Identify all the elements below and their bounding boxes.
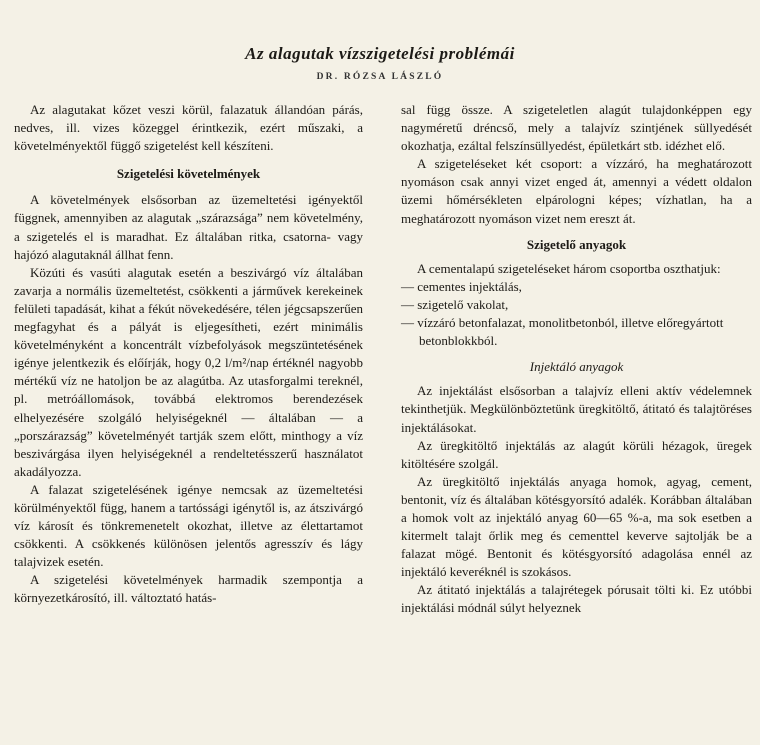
article-title: Az alagutak vízszigetelési problémái bbox=[245, 44, 515, 63]
list-item: — szigetelő vakolat, bbox=[401, 296, 509, 312]
right-column bbox=[401, 101, 752, 618]
paragraph: sal függ össze. A szigeteletlen alagút tulajdonképpen egy nagyméretű dréncső, mely a talajvíz szintjének süllyedését okozhatja, ezáltal felszínsüllyedést, épületkárt stb. idézhet elő. bbox=[401, 102, 752, 154]
paragraph: Az átitató injektálás a talajrétegek pórusait tölti ki. Ez utóbbi injektálási módnál súlyt helyeznek bbox=[401, 582, 752, 616]
paragraph: A szigetelési követelmények harmadik szempontja a környezetkárosító, ill. változtató hatás- bbox=[14, 572, 363, 606]
paragraph: Az alagutakat kőzet veszi körül, falazatuk állandóan párás, nedves, ill. vizes közeggel érintkezik, ezért műszaki, a követelményektől függő szigetelést kell készíteni. bbox=[14, 102, 363, 154]
paragraph: Az injektálást elsősorban a talajvíz elleni aktív védelemnek tekinthetjük. Megkülönböztetünk üregkitöltő, átitató és talajtöréses injektálásokat. bbox=[401, 383, 752, 435]
material-list bbox=[401, 278, 752, 350]
paragraph: Az üregkitöltő injektálás anyaga homok, agyag, cement, bentonit, víz és általában kötésgyorsító adalék. Korábban általában a homok volt az injektáló anyag 60—65 %-a, ma sok esetben a kitermelt talajt őrlik meg és cementtel keverve sajtolják be a falazat mögé. Bentonit és kötésgyorsító adagolása ennél az injektáló keveréknél is szokásos. bbox=[401, 473, 752, 580]
subsection-heading: Injektáló anyagok bbox=[529, 359, 624, 375]
left-column bbox=[14, 101, 363, 608]
paragraph: Az üregkitöltő injektálás az alagút körüli hézagok, üregek kitöltésére szolgál. bbox=[401, 437, 752, 471]
list-item: — cementes injektálás, bbox=[401, 278, 522, 294]
section-heading: Szigetelő anyagok bbox=[526, 236, 627, 252]
article-author: DR. RÓZSA LÁSZLÓ bbox=[316, 72, 444, 82]
paragraph: A falazat szigetelésének igénye nemcsak az üzemeltetési körülményektől függ, hanem a tartóssági igénytől is, az átszivárgó víz károsít és tönkremenetelt okozhat, illetve az élettartamot csökkenti. A csökkenés különösen jelentős agresszív és lágy talajvizek esetén. bbox=[14, 481, 363, 570]
paragraph: A szigeteléseket két csoport: a vízzáró, ha meghatározott nyomáson csak annyi vizet enged át, amennyi a védett oldalon üzemi hőmérsékleten elpárologni képes; vízhatlan, ha a meghatározott nyomáson vizet nem ereszt át. bbox=[401, 156, 752, 226]
section-heading: Szigetelési követelmények bbox=[116, 166, 261, 182]
paragraph: A cementalapú szigeteléseket három csoportba oszthatjuk: bbox=[417, 260, 721, 276]
paragraph: A követelmények elsősorban az üzemeltetési igényektől függnek, amennyiben az alagutak „szárazsága” nem követelmény, a szigetelés el is maradhat. Ez általában ritka, csatorna- vagy hajózó alagutaknál állhat fenn. bbox=[14, 192, 363, 262]
list-item: — vízzáró betonfalazat, monolitbetonból, illetve előregyártott betonblokkból. bbox=[401, 315, 724, 349]
paragraph: Közúti és vasúti alagutak esetén a beszivárgó víz általában zavarja a normális üzemeltetést, csökkenti a járművek kerekeinek felületi tapadását, kihat a fékút növekedésére, télen jégcsapszerűen megfagyhat és a pályát is eljegesítheti, ezért minimális követelményként a koncentrált vízbefolyások megszüntetésének igénye jelentkezik és előírják, hogy 0,2 l/m²/nap értéknél nagyobb mértékű víz ne hatoljon be az alagútba. Az utasforgalmi tereknél, pl. metróállomások, továbbá elektromos berendezések elhelyezésére szolgáló helyiségeknél — általában — a „porszárazság” követelményét tartják szem előtt, minthogy a víz beszivárgása ilyen helyiségeknél a rendeltetésszerű használatot akadályozza. bbox=[14, 264, 363, 479]
